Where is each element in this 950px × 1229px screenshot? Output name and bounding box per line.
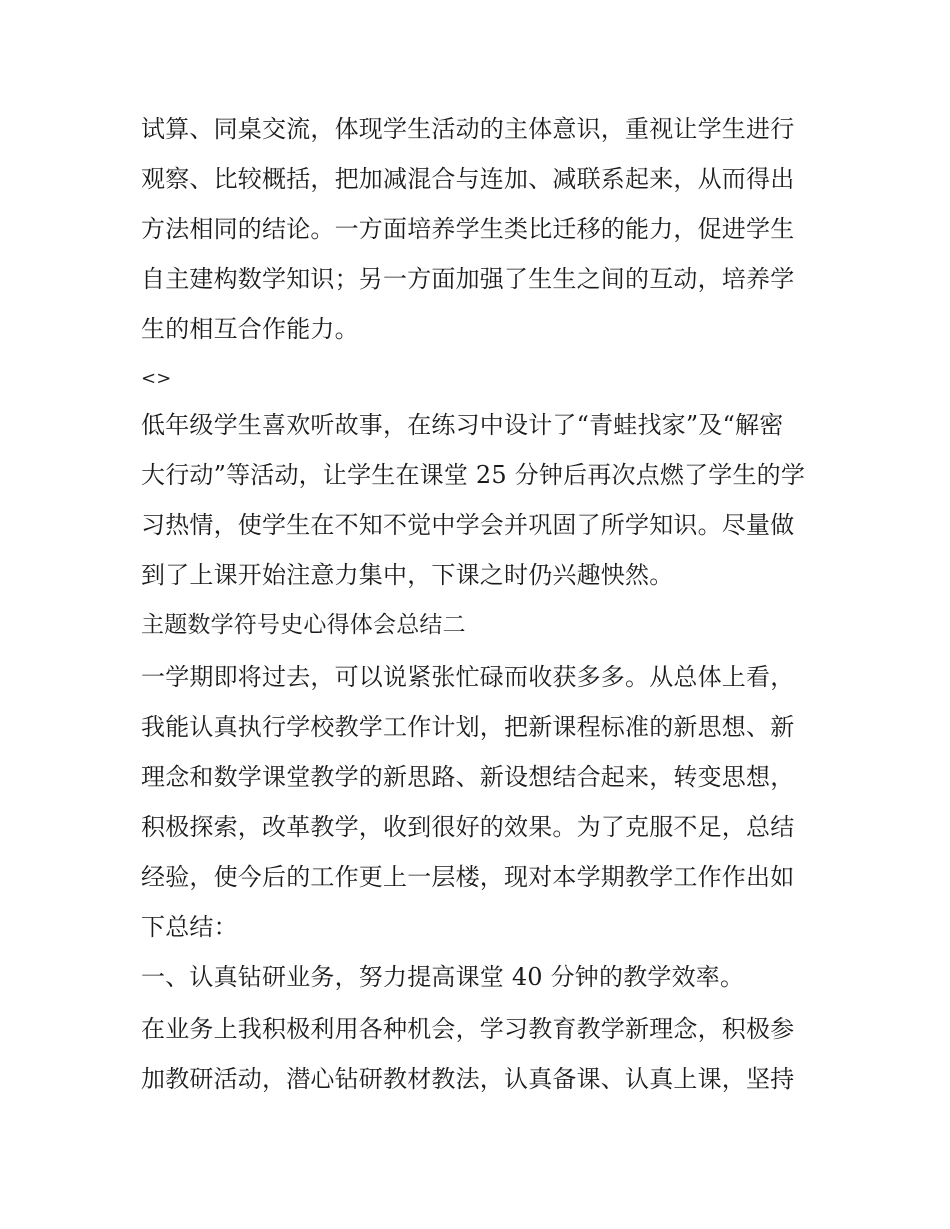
paragraph-2-line-2: 大行动”等活动，让学生在课堂 25 分钟后再次点燃了学生的学	[141, 461, 806, 489]
paragraph-2-line-4: 到了上课开始注意力集中，下课之时仍兴趣怏然。	[141, 561, 674, 589]
paragraph-3-line-1: 一学期即将过去，可以说紧张忙碌而收获多多。从总体上看，	[141, 663, 795, 691]
paragraph-1-line-1: 试算、同桌交流，体现学生活动的主体意识，重视让学生进行	[141, 115, 795, 143]
paragraph-2-line-1: 低年级学生喜欢听故事，在练习中设计了“青蛙找家”及“解密	[141, 411, 784, 439]
paragraph-1-line-3: 方法相同的结论。一方面培养学生类比迁移的能力，促进学生	[141, 215, 795, 243]
paragraph-3-line-2: 我能认真执行学校教学工作计划，把新课程标准的新思想、新	[141, 713, 795, 741]
paragraph-3-line-4: 积极探索，改革教学，收到很好的效果。为了克服不足，总结	[141, 813, 795, 841]
paragraph-4-line-2: 加教研活动，潜心钻研教材教法，认真备课、认真上课，坚持	[141, 1065, 795, 1093]
paragraph-1-line-2: 观察、比较概括，把加减混合与连加、减联系起来，从而得出	[141, 165, 795, 193]
paragraph-1-line-5: 生的相互合作能力。	[141, 315, 359, 343]
separator-mark: <>	[141, 368, 172, 389]
paragraph-2-line-3: 习热情，使学生在不知不觉中学会并巩固了所学知识。尽量做	[141, 511, 795, 539]
paragraph-3-line-3: 理念和数学课堂教学的新思路、新设想结合起来，转变思想，	[141, 763, 795, 791]
paragraph-1-line-4: 自主建构数学知识；另一方面加强了生生之间的互动，培养学	[141, 265, 795, 293]
paragraph-3-line-5: 经验，使今后的工作更上一层楼，现对本学期教学工作作出如	[141, 863, 795, 891]
point-1-heading: 一、认真钻研业务，努力提高课堂 40 分钟的教学效率。	[141, 963, 745, 991]
paragraph-4-line-1: 在业务上我积极利用各种机会，学习教育教学新理念，积极参	[141, 1015, 795, 1043]
section-title: 主题数学符号史心得体会总结二	[141, 612, 466, 638]
paragraph-3-line-6: 下总结：	[141, 913, 238, 941]
